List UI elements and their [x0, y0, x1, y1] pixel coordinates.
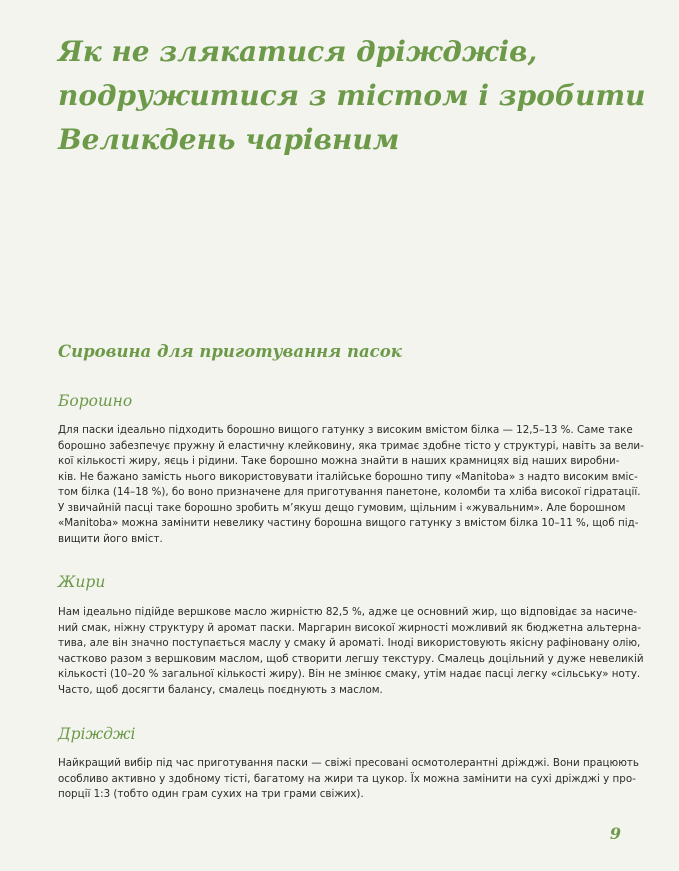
text-line: Часто, щоб досягти балансу, смалець поєднують з маслом. [58, 683, 383, 696]
text-line: Для паски ідеально підходить борошно вищого гатунку з високим вмістом білка — 12,5–13 %. Саме таке [58, 424, 633, 436]
text-line: вищити його вміст. [58, 532, 163, 545]
heading-fats: Жири [58, 573, 106, 591]
page-title [58, 30, 658, 162]
text-line: порції 1:3 (тобто один грам сухих на три грами свіжих). [58, 788, 364, 800]
text-line: У звичайній пасці таке борошно зробить м’якуш дещо гумовим, щільним і «жувальним». Але борошном [58, 501, 626, 514]
text-line: частково разом з вершковим маслом, щоб створити легшу текстуру. Смалець доцільний у дуже невеликій [58, 652, 644, 665]
text-line: кої кількості жиру, яєць і рідини. Таке борошно можна знайти в наших крамницях від наших виробни- [58, 455, 620, 467]
page-number: 9 [609, 824, 621, 843]
text-line: борошно забезпечує пружну й еластичну клейковину, яка тримає здобне тісто у структурі, навіть за вели- [58, 439, 644, 452]
text-line: Нам ідеально підійде вершкове масло жирністю 82,5 %, адже це основний жир, що відповідає за насиче- [58, 606, 637, 618]
text-line: том білка (14–18 %), бо воно призначене для приготування панетоне, коломби та хліба високої гідратації. [58, 486, 641, 498]
text-line: ків. Не бажано замість нього використовувати італійське борошно типу «Manitoba» з надто високим вміс- [58, 470, 638, 483]
text-line: Найкращий вибір під час приготування паски — свіжі пресовані осмотолерантні дріжджі. Вони працюють [58, 757, 639, 769]
heading-yeast: Дріжджі [58, 725, 136, 743]
paragraph-yeast [58, 756, 639, 803]
title-line: Як не злякатися дріжджів, [58, 35, 538, 68]
section-title: Сировина для приготування пасок [58, 342, 402, 361]
text-line: «Manitoba» можна замінити невелику частину борошна вищого гатунку з вмістом білка 10–11 %, щоб під- [58, 517, 639, 529]
heading-flour: Борошно [58, 392, 133, 410]
text-line: тива, але він значно поступається маслу у смаку й ароматі. Іноді використовують якісну рафіновану олію, [58, 637, 641, 649]
text-line: особливо активно у здобному тісті, багатому на жири та цукор. Їх можна замінити на сухі дріжджі у про- [58, 772, 636, 785]
paragraph-fats [58, 605, 644, 698]
text-line: кількості (10–20 % загальної кількості жиру). Він не змінює смаку, утім надає пасці легку «сільську» ноту. [58, 668, 641, 680]
title-line: Великдень чарівним [58, 123, 400, 156]
text-line: ний смак, ніжну структуру й аромат паски. Маргарин високої жирності можливий як бюджетна альтерна- [58, 621, 642, 634]
paragraph-flour [58, 423, 644, 547]
title-line: подружитися з тістом і зробити [58, 79, 646, 112]
